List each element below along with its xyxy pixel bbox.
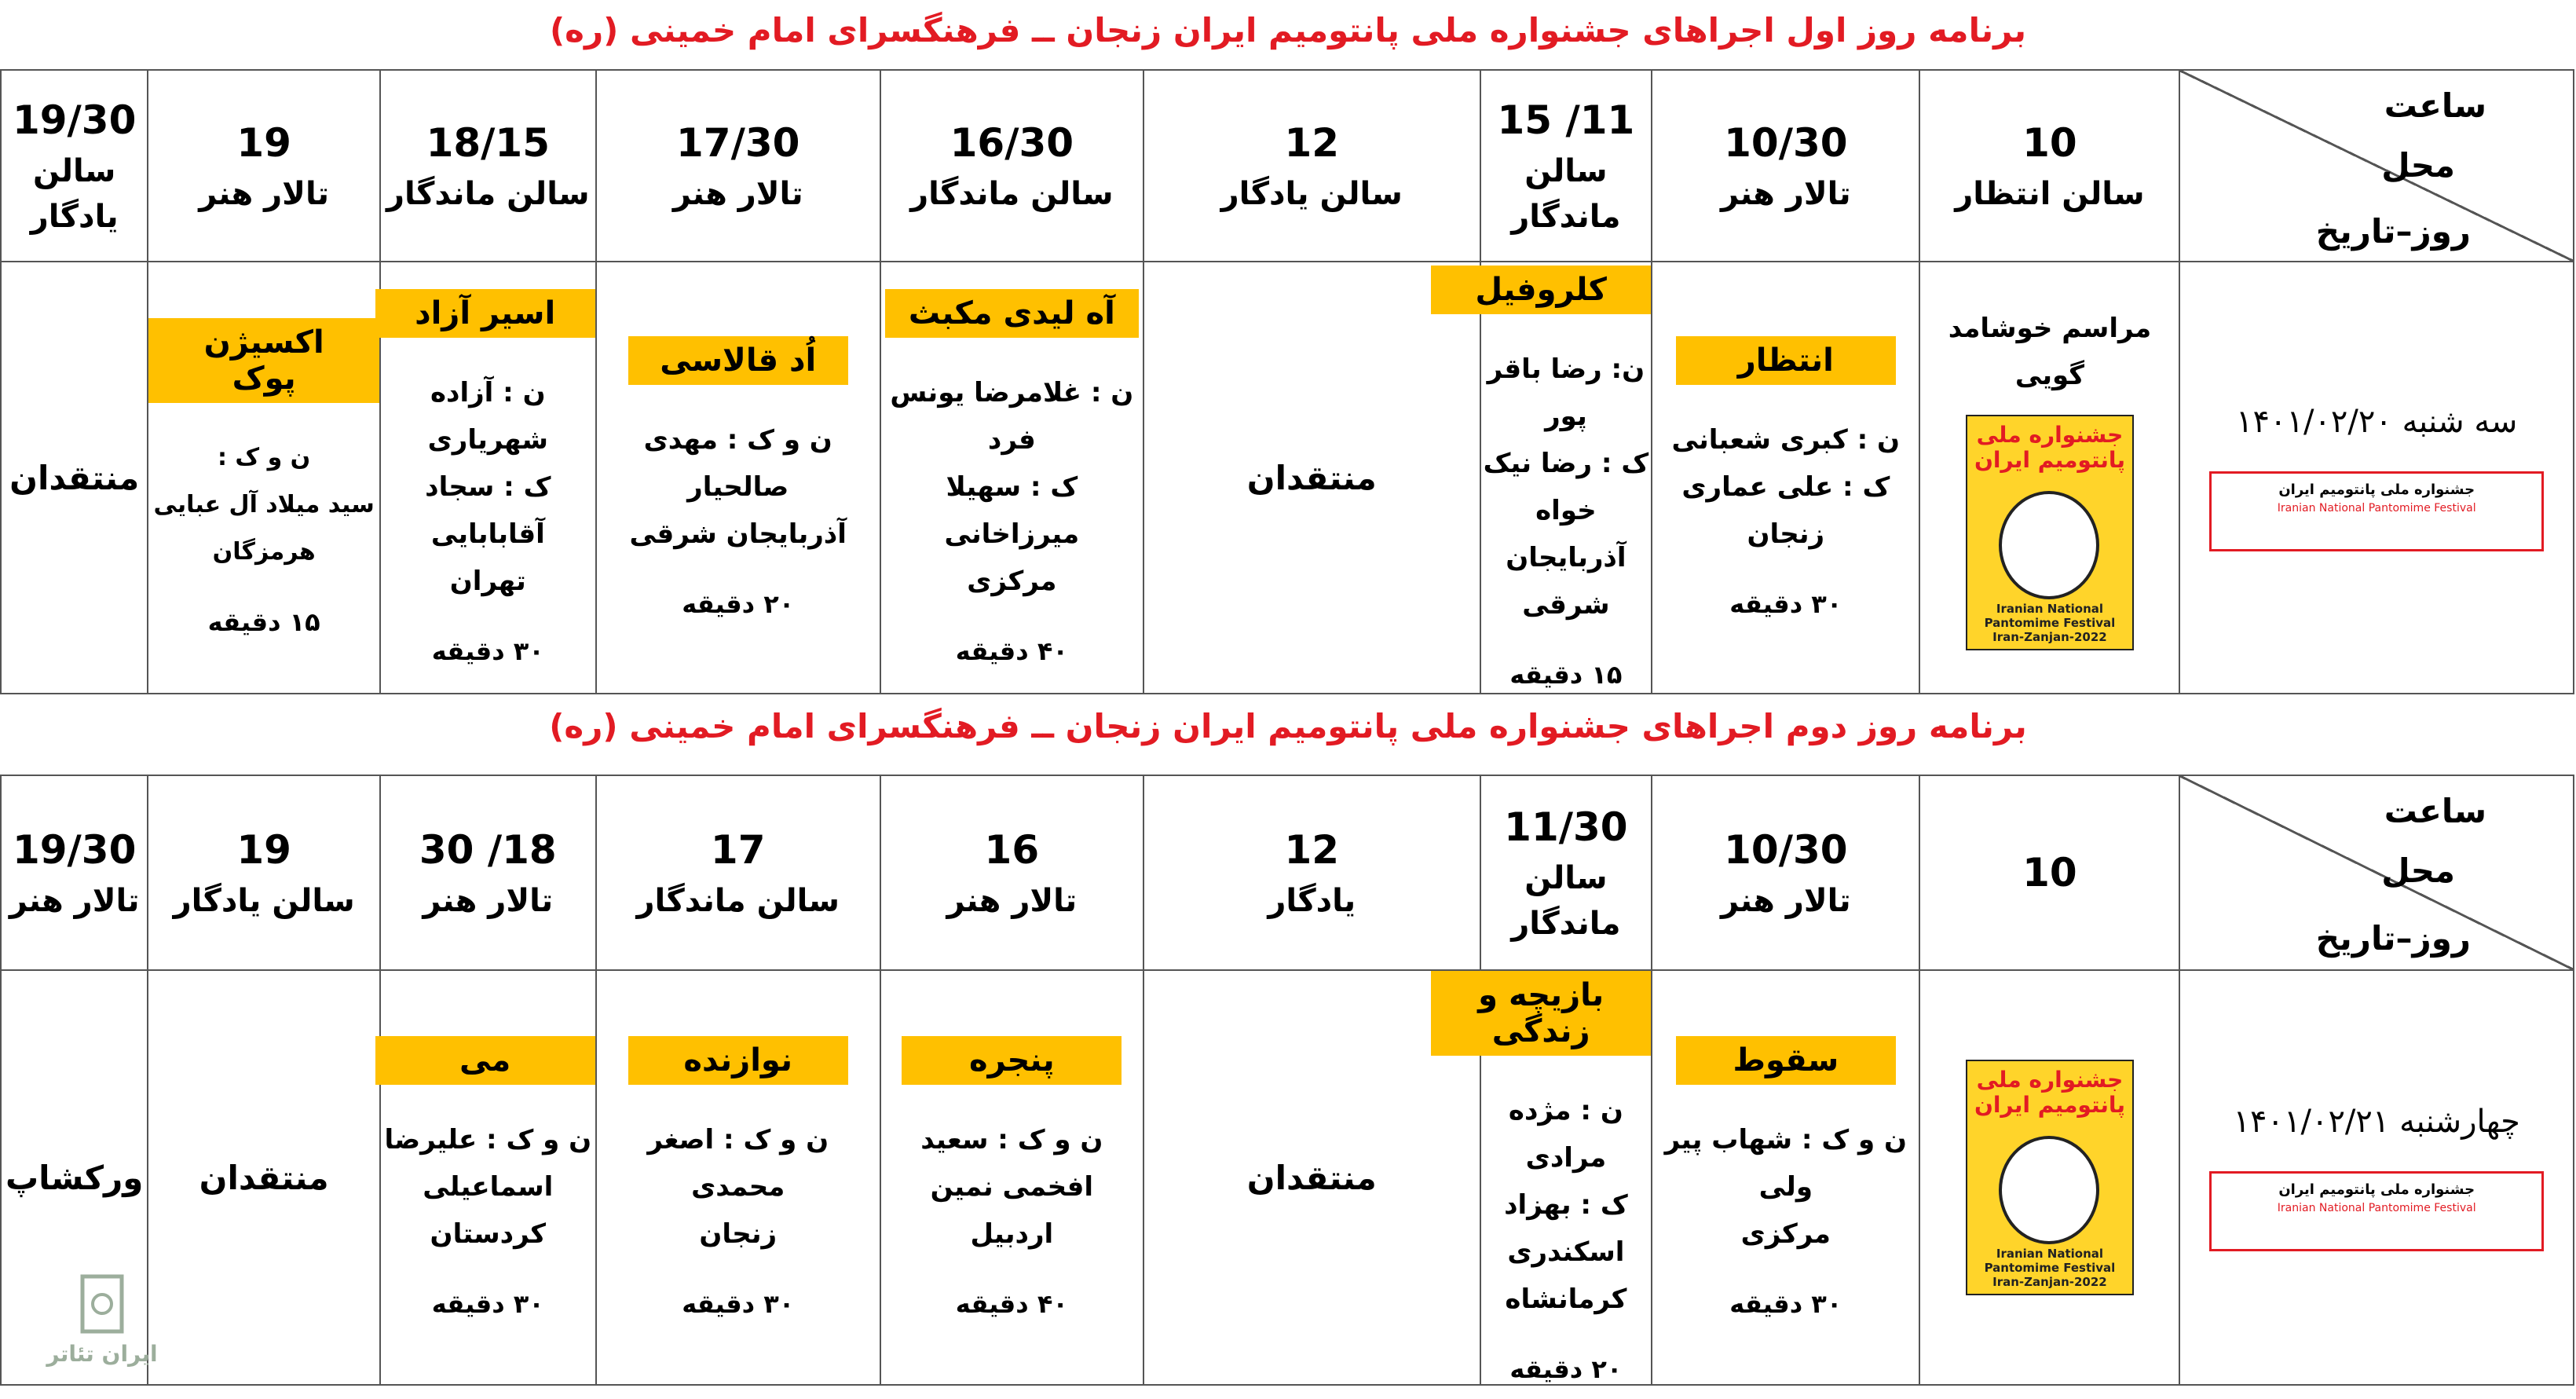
festival-banner: جشنواره ملی پانتومیم ایران Iranian National Pantomime Festival bbox=[2209, 1171, 2544, 1251]
day2-slot: 19/30 تالار هنر bbox=[1, 775, 148, 970]
day1-slot: 18/15 سالن ماندگار bbox=[380, 70, 596, 262]
day2-slot: 16 تالار هنر bbox=[880, 775, 1143, 970]
date-label: روز–تاریخ bbox=[2315, 212, 2471, 251]
show-cell: بازیچه و زندگی ن : مژده مرادی ک : بهزاد اسکندری کرمانشاه ۲۰ دقیقه bbox=[1480, 970, 1652, 1385]
day1-slot: 12 سالن یادگار bbox=[1143, 70, 1480, 262]
day2-poster-cell bbox=[1919, 970, 2179, 1385]
day2-date: چهارشنبه ۱۴۰۱/۰۲/۲۱ bbox=[2233, 1104, 2520, 1140]
show-cell: پنجره ن و ک : سعید افخمی نمین اردبیل ۴۰ دقیقه bbox=[880, 970, 1143, 1385]
day2-slot: 19 سالن یادگار bbox=[148, 775, 380, 970]
time-label: ساعت bbox=[2384, 792, 2486, 830]
place-label: محل bbox=[2381, 851, 2455, 890]
time-label: ساعت bbox=[2384, 86, 2486, 125]
festival-poster: جشنواره ملی پانتومیم ایران Iranian National Pantomime Festival Iran-Zanjan-2022 bbox=[1966, 415, 2134, 650]
day2-slot: 10 bbox=[1919, 775, 2179, 970]
critics-cell: منتقدان bbox=[1143, 262, 1480, 694]
day1-slot: 19 تالار هنر bbox=[148, 70, 380, 262]
day2-header-row bbox=[1, 775, 2574, 970]
day1-slot: 16/30 سالن ماندگار bbox=[880, 70, 1143, 262]
show-cell: انتظار ن : کبری شعبانی ک : علی عماری زنجان ۳۰ دقیقه bbox=[1652, 262, 1919, 694]
mime-face-icon bbox=[1999, 1136, 2099, 1244]
day1-date: سه شنبه ۱۴۰۱/۰۲/۲۰ bbox=[2236, 404, 2518, 440]
critics-cell: منتقدان bbox=[1, 262, 148, 694]
day1-date-cell bbox=[2179, 262, 2574, 694]
day2-slot: 12 یادگار bbox=[1143, 775, 1480, 970]
day2-slot: 10/30 تالار هنر bbox=[1652, 775, 1919, 970]
day1-slot: 11/ 15 سالن ماندگار bbox=[1480, 70, 1652, 262]
show-cell: اسیر آزاد ن : آزاده شهریاری ک : سجاد آقابابایی تهران ۳۰ دقیقه bbox=[380, 262, 596, 694]
show-cell: کلروفیل ن: رضا باقر پور ک : رضا نیک خواه آذربایجان شرقی ۱۵ دقیقه bbox=[1480, 262, 1652, 694]
day2-slot: 17 سالن ماندگار bbox=[596, 775, 880, 970]
festival-poster: جشنواره ملی پانتومیم ایران Iranian National Pantomime Festival Iran-Zanjan-2022 bbox=[1966, 1060, 2134, 1295]
day1-opening-cell bbox=[1919, 262, 2179, 694]
day1-slot: 10 سالن انتظار bbox=[1919, 70, 2179, 262]
show-cell: می ن و ک : علیرضا اسماعیلی کردستان ۳۰ دقیقه bbox=[380, 970, 596, 1385]
date-label: روز–تاریخ bbox=[2315, 919, 2471, 958]
day2-corner-cell bbox=[2179, 775, 2574, 970]
show-cell: نوازنده ن و ک : اصغر محمدی زنجان ۳۰ دقیقه bbox=[596, 970, 880, 1385]
opening-label: مراسم خوشامد گویی bbox=[1948, 313, 2152, 391]
workshop-cell: ورکشاپ bbox=[1, 970, 148, 1385]
day1-body-row bbox=[1, 262, 2574, 694]
show-cell: اکسیژن پوک ن و ک : سید میلاد آل عبایی هرمزگان ۱۵ دقیقه bbox=[148, 262, 380, 694]
day1-corner-cell bbox=[2179, 70, 2574, 262]
day1-table bbox=[0, 69, 2574, 694]
place-label: محل bbox=[2381, 146, 2455, 185]
day1-slot: 19/30 سالن یادگار bbox=[1, 70, 148, 262]
day1-header-row bbox=[1, 70, 2574, 262]
day1-slot: 17/30 تالار هنر bbox=[596, 70, 880, 262]
show-cell: سقوط ن و ک : شهاب پیر ولی مرکزی ۳۰ دقیقه bbox=[1652, 970, 1919, 1385]
show-cell: آه لیدی مکبث ن : غلامرضا یونس فرد ک : سهیلا میرزاخانی مرکزی ۴۰ دقیقه bbox=[880, 262, 1143, 694]
iran-theater-watermark: ایران تئاتر bbox=[24, 1273, 181, 1375]
critics-cell: منتقدان bbox=[148, 970, 380, 1385]
theater-logo-icon bbox=[79, 1273, 126, 1335]
day2-title: برنامه روز دوم اجراهای جشنواره ملی پانتومیم ایران زنجان ــ فرهنگسرای امام خمینی (ره) bbox=[549, 707, 2027, 745]
day2-table bbox=[0, 775, 2574, 1386]
show-cell: اُد قالاسی ن و ک : مهدی صالحیار آذربایجان شرقی ۲۰ دقیقه bbox=[596, 262, 880, 694]
mime-face-icon bbox=[1999, 491, 2099, 599]
critics-cell: منتقدان bbox=[1143, 970, 1480, 1385]
day2-slot: 18/ 30 تالار هنر bbox=[380, 775, 596, 970]
day2-body-row bbox=[1, 970, 2574, 1385]
day2-slot: 11/30 سالن ماندگار bbox=[1480, 775, 1652, 970]
day1-title: برنامه روز اول اجراهای جشنواره ملی پانتومیم ایران زنجان ــ فرهنگسرای امام خمینی (ره) bbox=[549, 11, 2027, 49]
day2-date-cell bbox=[2179, 970, 2574, 1385]
day1-slot: 10/30 تالار هنر bbox=[1652, 70, 1919, 262]
festival-banner: جشنواره ملی پانتومیم ایران Iranian National Pantomime Festival bbox=[2209, 471, 2544, 551]
